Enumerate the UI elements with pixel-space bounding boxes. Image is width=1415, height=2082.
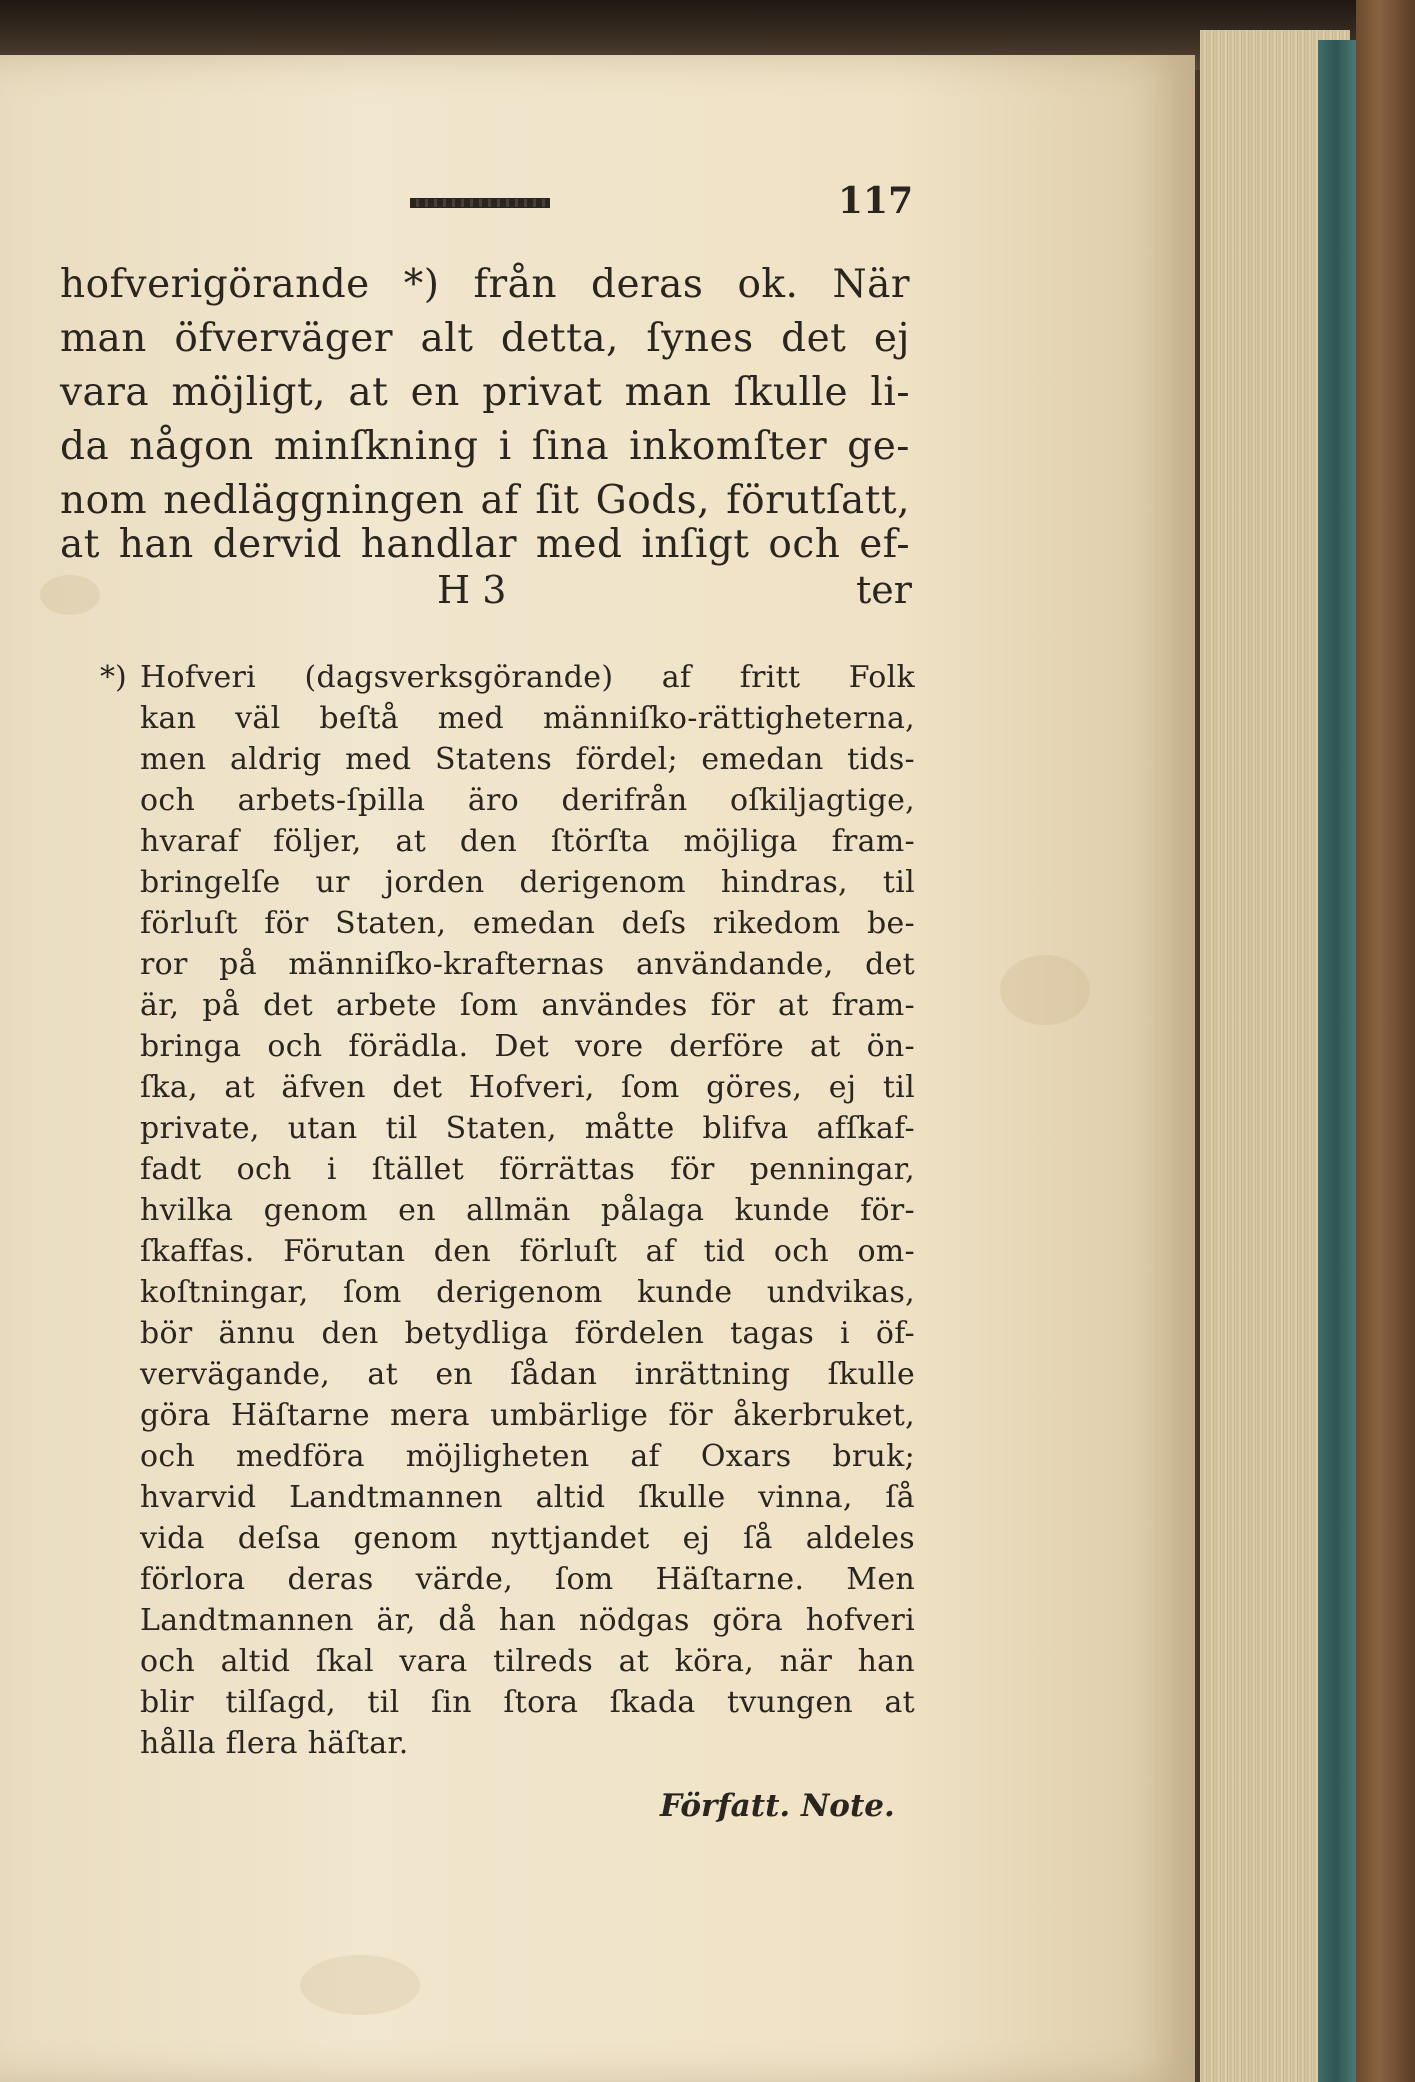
footnote-line: men aldrig med Statens fördel; emedan tids- [140, 742, 915, 777]
main-text-line: hofverigörande *) från deras ok. När [60, 262, 910, 307]
main-text-line: da någon minſkning i ſina inkomſter ge- [60, 424, 910, 469]
catchword: ter [856, 568, 912, 612]
footnote-line: bör ännu den betydliga fördelen tagas i öf- [140, 1316, 915, 1351]
header-ornament-rule [410, 198, 550, 208]
footnote-line: och medföra möjligheten af Oxars bruk; [140, 1439, 915, 1474]
footnote-line: Hofveri (dagsverksgörande) af fritt Folk [140, 660, 915, 695]
page-number: 117 [838, 180, 914, 222]
footnote-line: fadt och i ſtället förrättas för penningar, [140, 1152, 915, 1187]
footnote-line: hvaraf följer, at den ſtörſta möjliga fram- [140, 824, 915, 859]
footnote-line: bringa och förädla. Det vore derföre at ön- [140, 1029, 915, 1064]
colored-page-edge [1318, 40, 1356, 2082]
footnote-line: Landtmannen är, då han nödgas göra hofveri [140, 1603, 915, 1638]
footnote-line: hålla flera häſtar. [140, 1726, 409, 1761]
footnote-line: är, på det arbete ſom användes för at fram- [140, 988, 915, 1023]
main-text-line: at han dervid handlar med inſigt och ef- [60, 522, 910, 567]
foxing-spot [40, 575, 100, 615]
footnote-line: hvarvid Landtmannen altid ſkulle vinna, ſå [140, 1480, 915, 1515]
footnote-line: och altid ſkal vara tilreds at köra, när han [140, 1644, 915, 1679]
footnote-line: ror på männiſko-krafternas användande, det [140, 947, 915, 982]
footnote-line: koſtningar, ſom derigenom kunde undvikas, [140, 1275, 915, 1310]
footnote-line: vervägande, at en ſådan inrättning ſkulle [140, 1357, 915, 1392]
main-text-line: man öfverväger alt detta, ſynes det ej [60, 316, 910, 361]
footnote-line: ſkaffas. Förutan den förluſt af tid och om- [140, 1234, 915, 1269]
footnote-line: göra Häſtarne mera umbärlige för åkerbruket, [140, 1398, 915, 1433]
footnote-line: kan väl beſtå med männiſko-rättigheterna, [140, 701, 915, 736]
foxing-spot [1000, 955, 1090, 1025]
signature-mark: H 3 [437, 568, 507, 612]
footnote-line: förlora deras värde, ſom Häſtarne. Men [140, 1562, 915, 1597]
footnote-line: förluſt för Staten, emedan deſs rikedom be- [140, 906, 915, 941]
footnote-line: vida deſsa genom nyttjandet ej ſå aldeles [140, 1521, 915, 1556]
footnote-line: private, utan til Staten, måtte blifva afſkaf- [140, 1111, 915, 1146]
main-text-line: nom nedläggningen af ſit Gods, förutſatt, [60, 478, 910, 523]
footnote-line: hvilka genom en allmän pålaga kunde för- [140, 1193, 915, 1228]
main-text-line: vara möjligt, at en privat man ſkulle li- [60, 370, 910, 415]
footnote-line: blir tilſagd, til ſin ſtora ſkada tvungen at [140, 1685, 915, 1720]
footnote-line: och arbets-ſpilla äro derifrån oſkiljagtige, [140, 783, 915, 818]
leather-cover-edge [1356, 0, 1415, 2082]
footnote-line: bringelſe ur jorden derigenom hindras, til [140, 865, 915, 900]
footnote-marker: *) [100, 660, 127, 695]
foxing-spot [300, 1955, 420, 2015]
footnote-attribution: Författ. Note. [660, 1788, 895, 1824]
footnote-line: ſka, at äfven det Hofveri, ſom göres, ej til [140, 1070, 915, 1105]
